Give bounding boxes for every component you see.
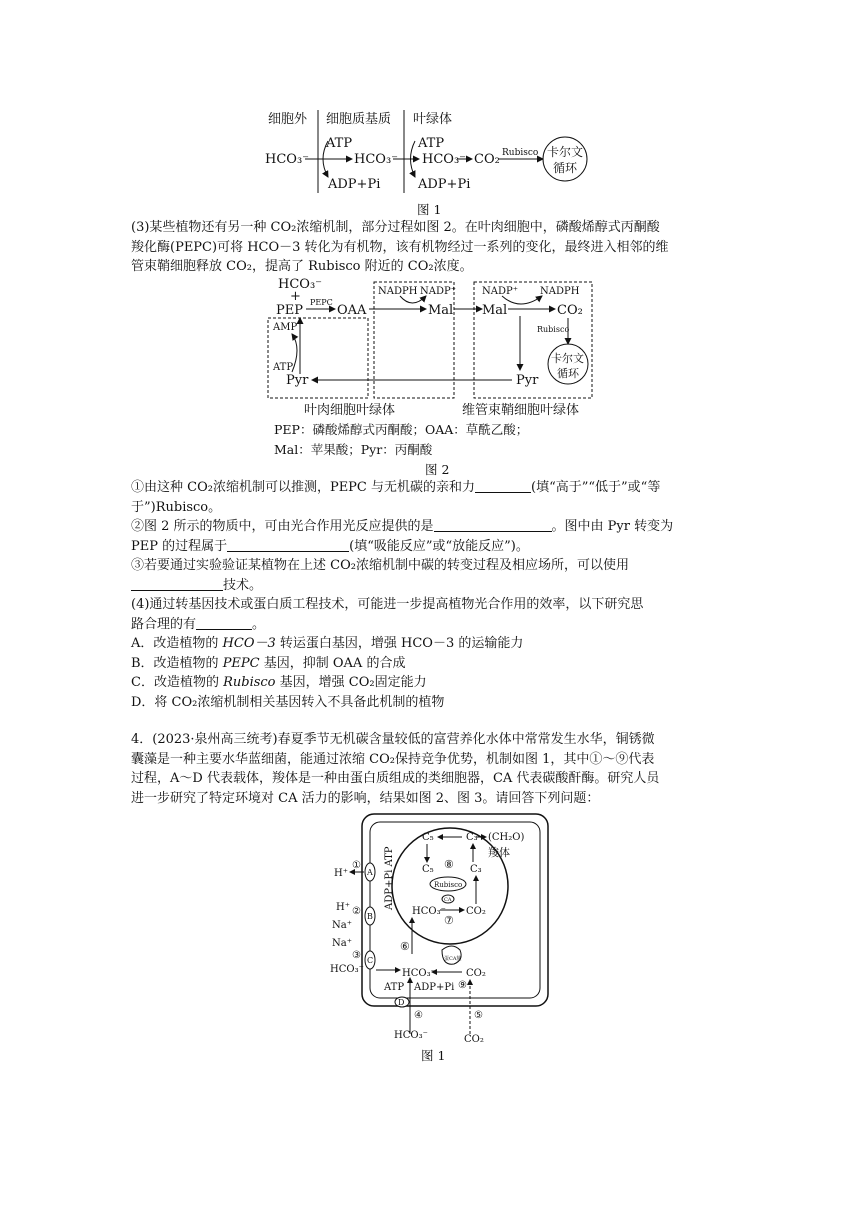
answer-blank-4[interactable]	[131, 577, 223, 591]
answer-blank-2[interactable]	[434, 518, 552, 532]
ch2o: (CH₂O)	[488, 832, 525, 843]
calvin-line-1: 卡尔文	[551, 352, 584, 365]
c3-mid: C₃	[470, 864, 482, 875]
pep: PEP	[276, 303, 303, 318]
co2-inner: CO₂	[466, 906, 486, 917]
q-2-line-1: ②图 2 所示的物质中，可由光合作用光反应提供的是 。图中由 Pyr 转变为	[131, 519, 674, 534]
nadph-1: NADPH	[378, 286, 418, 297]
problem-4-line-2: 囊藻是一种主要水华蓝细菌，能通过浓缩 CO₂保持竞争优势，机制如图 1，其中①～⑨代表	[131, 751, 655, 767]
step-5: ⑤	[474, 1010, 483, 1021]
q-3-line-2: 技术。	[131, 576, 731, 596]
c5-mid: C₅	[422, 864, 434, 875]
q-4-line-1: (4)通过转基因技术或蛋白质工程技术，可能进一步提高植物光合作用的效率，以下研究思	[131, 597, 644, 612]
answer-blank-1[interactable]	[475, 479, 531, 493]
figure-2-c4-pathway	[262, 274, 602, 462]
hco3-outside: HCO₃⁻	[265, 152, 310, 167]
hco3-inner: HCO₃⁻	[412, 906, 446, 917]
answer-blank-5[interactable]	[196, 616, 252, 630]
calvin-line-1: 卡尔文	[547, 145, 584, 159]
problem-4-line-1: 4．(2023·泉州高三统考)春夏季节无机碳含量较低的富营养化水体中常常发生水华，铜锈微	[131, 732, 655, 747]
nadp-1: NADP⁺	[420, 286, 456, 297]
problem-4-line-4: 进一步研究了特定环境对 CA 活力的影响，结果如图 2、图 3。请回答下列问题：	[131, 790, 600, 806]
pyr-1: Pyr	[286, 373, 309, 388]
adp-pi-2: ADP+Pi	[418, 177, 471, 192]
label-chloroplast: 叶绿体	[413, 112, 453, 127]
problem-4-line-3: 过程，A～D 代表载体，羧体是一种由蛋白质组成的类细胞器，CA 代表碳酸酐酶。研究人员	[131, 771, 660, 786]
c5-top: C₅	[422, 832, 434, 843]
atp-bottom: ATP	[384, 982, 405, 993]
q-2-line-2: PEP 的过程属于 (填“吸能反应”或“放能反应”)。	[131, 538, 529, 554]
nadph-arc-2	[502, 296, 542, 304]
figure-2-caption: 图 2	[425, 462, 450, 477]
step-3: ③	[352, 950, 361, 961]
mal-1: Mal	[428, 303, 454, 318]
step-8: ⑧	[444, 858, 454, 871]
question-block	[131, 478, 731, 712]
bundle-sheath-label: 维管束鞘细胞叶绿体	[462, 403, 580, 418]
co2-cytoplasm: CO₂	[466, 968, 486, 979]
co2-bottom: CO₂	[464, 1034, 484, 1045]
h-plus-2: H⁺	[336, 902, 350, 913]
atp-adp-vertical: ADP+Pi ATP	[384, 846, 395, 910]
label-extracellular: 细胞外	[268, 112, 308, 127]
c3-top: C₃	[466, 832, 478, 843]
figure-1-caption-bottom: 图 1	[421, 1048, 446, 1063]
q-3-line-1: ③若要通过实验验证某植物在上述 CO₂浓缩机制中碳的转变过程及相应场所，可以使用	[131, 558, 629, 573]
rubisco-label: Rubisco	[434, 881, 463, 889]
figure-1-caption: 图 1	[417, 202, 442, 217]
atp-2: ATP	[418, 136, 445, 151]
option-a: A．改造植物的 HCO－3 转运蛋白基因，增强 HCO－3 的运输能力	[131, 636, 524, 651]
carrier-b-label: B	[367, 912, 373, 921]
problem-4-stem	[131, 730, 731, 808]
hco3-chloroplast: HCO₃⁻	[422, 152, 467, 167]
q3-intro-line-1: (3)某些植物还有另一种 CO₂浓缩机制，部分过程如图 2。在叶肉细胞中，磷酸烯醇式丙酮酸	[131, 220, 660, 235]
hco3-bottom: HCO₃⁻	[394, 1030, 428, 1041]
label-cytoplasm: 细胞质基质	[326, 112, 392, 127]
option-b: B．改造植物的 PEPC 基因，抑制 OAA 的合成	[131, 655, 406, 671]
ca-cluster-label: 蛋CA簇	[444, 956, 462, 962]
na-plus-2: Na⁺	[332, 938, 352, 949]
option-c: C．改造植物的 Rubisco 基因，增强 CO₂固定能力	[131, 675, 427, 690]
q-4-line-2: 路合理的有 。	[131, 616, 266, 632]
step-2: ②	[352, 906, 361, 917]
q3-intro-line-2: 羧化酶(PEPC)可将 HCO－3 转化为有机物，该有机物经过一系列的变化，最终进入相邻的维	[131, 239, 669, 255]
option-d: D．将 CO₂浓缩机制相关基因转入不具备此机制的植物	[131, 694, 445, 710]
adp-pi-1: ADP+Pi	[328, 177, 381, 192]
answer-blank-3[interactable]	[227, 538, 349, 552]
nadph-2: NADPH	[540, 286, 580, 297]
hco3-cytoplasm: HCO₃⁻	[354, 152, 399, 167]
pepc-enzyme: PEPC	[310, 298, 333, 307]
carrier-c-label: C	[367, 956, 374, 965]
nadph-arc-1	[400, 296, 426, 303]
step-1: ①	[352, 860, 361, 871]
hco3: HCO₃⁻	[278, 277, 323, 292]
rubisco-label: Rubisco	[502, 148, 539, 158]
pyr-2: Pyr	[516, 373, 539, 388]
carboxysome-label: 羧体	[488, 846, 510, 859]
na-plus-1: Na⁺	[332, 920, 352, 931]
amp: AMP	[273, 322, 298, 333]
step-9: ⑨	[458, 980, 467, 991]
carrier-a-label: A	[367, 868, 373, 877]
plus-sign: +	[290, 289, 301, 304]
rubisco-label: Rubisco	[537, 325, 570, 334]
legend-line-1: PEP：磷酸烯醇式丙酮酸；OAA：草酰乙酸；	[274, 422, 529, 437]
oaa: OAA	[337, 303, 367, 318]
h-plus-1: H⁺	[334, 868, 348, 879]
co2: CO₂	[557, 303, 583, 318]
ca-inner-label: CA	[444, 897, 452, 903]
atp-1: ATP	[326, 136, 353, 151]
calvin-line-2: 循环	[553, 161, 578, 175]
calvin-line-2: 循环	[557, 367, 579, 380]
q-1-line-1: ①由这种 CO₂浓缩机制可以推测，PEPC 与无机碳的亲和力 (填“高于”“低于”或“等	[131, 480, 661, 495]
q-1-line-2: 于”)Rubisco。	[131, 499, 222, 515]
mesophyll-label: 叶肉细胞叶绿体	[304, 403, 396, 418]
malate-box	[374, 282, 454, 398]
step-4: ④	[414, 1010, 423, 1021]
figure-1-co2-transport	[260, 105, 620, 205]
nadp-2: NADP⁺	[482, 286, 518, 297]
mal-2: Mal	[482, 303, 508, 318]
step-7: ⑦	[444, 914, 454, 927]
legend-line-2: Mal：苹果酸；Pyr：丙酮酸	[274, 442, 433, 457]
q3-intro-line-3: 管束鞘细胞释放 CO₂，提高了 Rubisco 附近的 CO₂浓度。	[131, 259, 473, 274]
adp-pi-bottom: ADP+Pi	[414, 982, 455, 993]
q3-intro	[131, 218, 731, 277]
carrier-d-label: D	[398, 998, 405, 1007]
hco3-cytoplasm: HCO₃⁻	[402, 968, 436, 979]
figure-cyanobacteria-ccm	[330, 810, 552, 1046]
atp: ATP	[273, 362, 294, 373]
hco3-outside-left: HCO₃⁻	[330, 964, 364, 975]
step-6: ⑥	[400, 940, 410, 953]
co2: CO₂	[474, 152, 500, 167]
